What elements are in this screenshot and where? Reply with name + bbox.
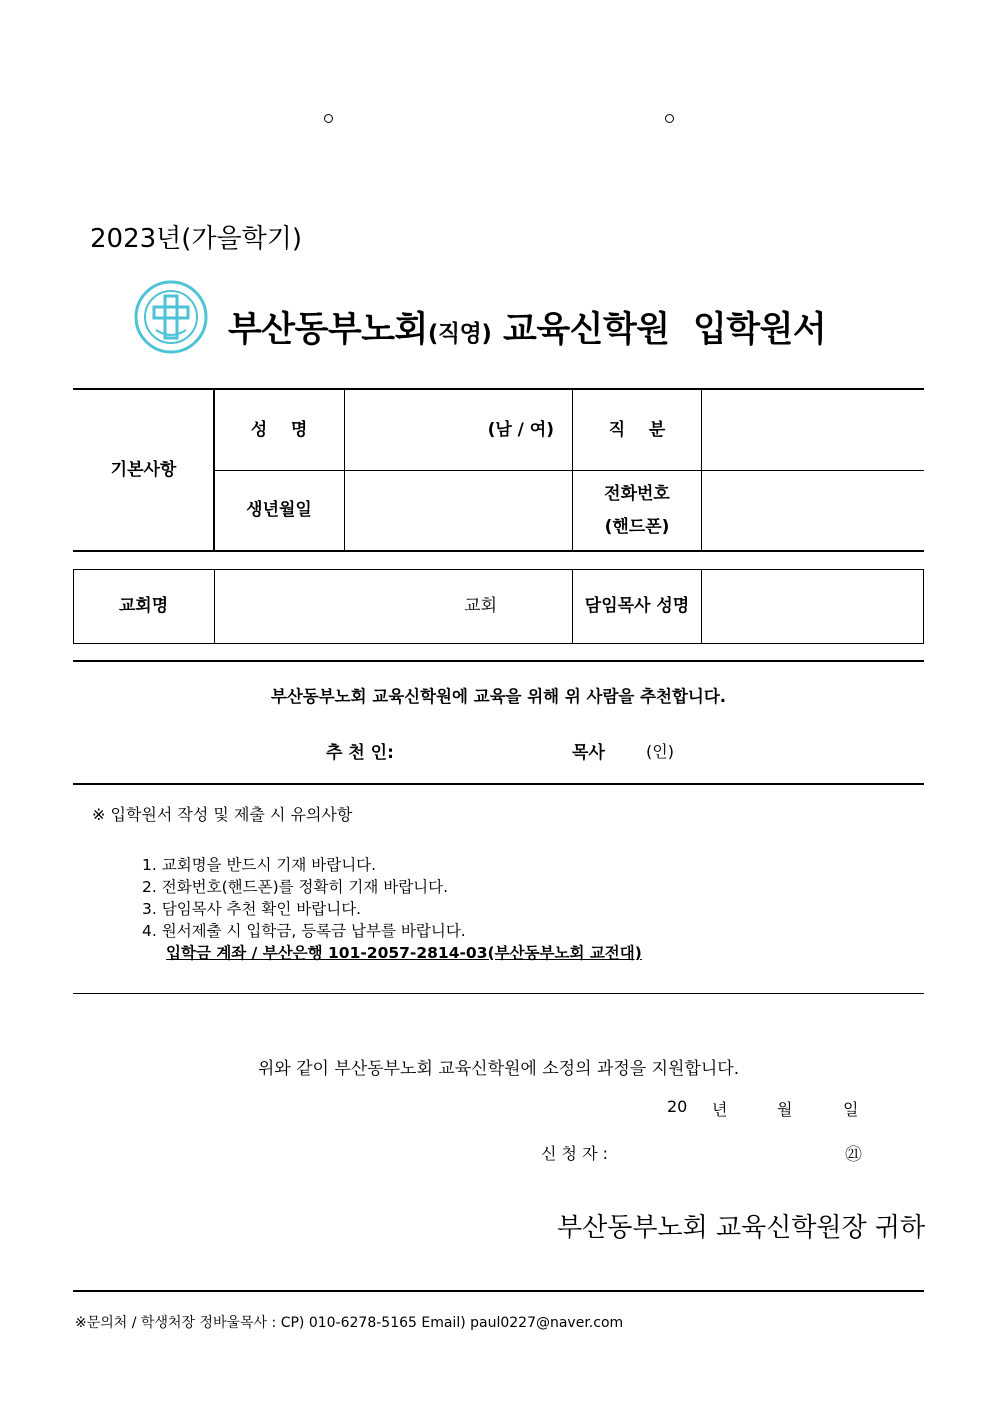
note-item: 3. 담임목사 추천 확인 바랍니다. (142, 900, 362, 918)
date-day-field[interactable] (800, 1094, 840, 1118)
church-label: 교회명 (118, 596, 169, 617)
binder-hole-right (665, 114, 674, 123)
recommender-label: 추 천 인: (326, 743, 394, 763)
binder-hole-left (324, 114, 333, 123)
presbytery-logo-icon (134, 280, 208, 354)
phone-field[interactable] (702, 471, 924, 550)
contact-info: ※문의처 / 학생처장 정바울목사 : CP) 010-6278-5165 Email) paul0227@naver.com (75, 1315, 624, 1331)
date-month-field[interactable] (735, 1094, 775, 1118)
form-title (228, 302, 826, 352)
account-info: 입학금 계좌 / 부산은행 101-2057-2814-03(부산동부노회 교전대) (166, 944, 642, 962)
pastor-field[interactable] (702, 569, 924, 644)
table-bottom-border (73, 550, 924, 552)
date-year-field[interactable] (690, 1094, 710, 1118)
note-item: 1. 교회명을 반드시 기재 바랍니다. (142, 856, 377, 874)
notes-list (142, 854, 642, 964)
title-sub: (직영) (427, 321, 492, 347)
applicant-seal: ㉑ (845, 1145, 862, 1165)
date-year-prefix: 20 (667, 1097, 688, 1116)
note-item: 4. 원서제출 시 입학금, 등록금 납부를 바랍니다. (142, 922, 466, 940)
church-field[interactable]: 교회 (464, 596, 497, 617)
addressee: 부산동부노회 교육신학원장 귀하 (557, 1213, 926, 1243)
title-rest: 교육신학원 입학원서 (503, 310, 827, 350)
applicant-label: 신 청 자 : (541, 1144, 609, 1163)
recommend-top-border (73, 660, 924, 662)
gender-field[interactable]: (남 / 여) (487, 419, 554, 440)
name-label: 성 명 (250, 419, 308, 440)
notes-bottom-border (73, 993, 924, 994)
phone-label (573, 471, 701, 550)
recommender-seal: (인) (646, 742, 674, 761)
phone-label-line2: (핸드폰) (604, 516, 670, 537)
pastor-title: 목사 (572, 743, 605, 763)
application-statement: 위와 같이 부산동부노회 교육신학원에 소정의 과정을 지원합니다. (257, 1059, 740, 1079)
semester-label: 2023년(가을학기) (90, 224, 303, 254)
applicant-field[interactable] (640, 1136, 835, 1164)
date-day-label: 일 (843, 1100, 859, 1119)
basic-info-label: 기본사항 (110, 459, 177, 480)
notes-heading: ※ 입학원서 작성 및 제출 시 유의사항 (92, 805, 353, 824)
pastor-label: 담임목사 성명 (584, 596, 690, 617)
phone-label-line1: 전화번호 (604, 484, 670, 505)
title-main: 부산동부노회 (228, 310, 428, 350)
note-item: 2. 전화번호(핸드폰)를 정확히 기재 바랍니다. (142, 878, 449, 896)
position-label: 직 분 (608, 419, 666, 440)
date-month-label: 월 (777, 1100, 793, 1119)
footer-border (73, 1290, 924, 1292)
birth-field[interactable] (345, 471, 572, 550)
recommender-field[interactable] (420, 732, 560, 762)
position-field[interactable] (702, 390, 924, 470)
birth-label: 생년월일 (246, 500, 312, 521)
date-year-label: 년 (712, 1100, 728, 1119)
recommend-bottom-border (73, 783, 924, 785)
recommend-statement: 부산동부노회 교육신학원에 교육을 위해 위 사람을 추천합니다. (270, 687, 727, 706)
